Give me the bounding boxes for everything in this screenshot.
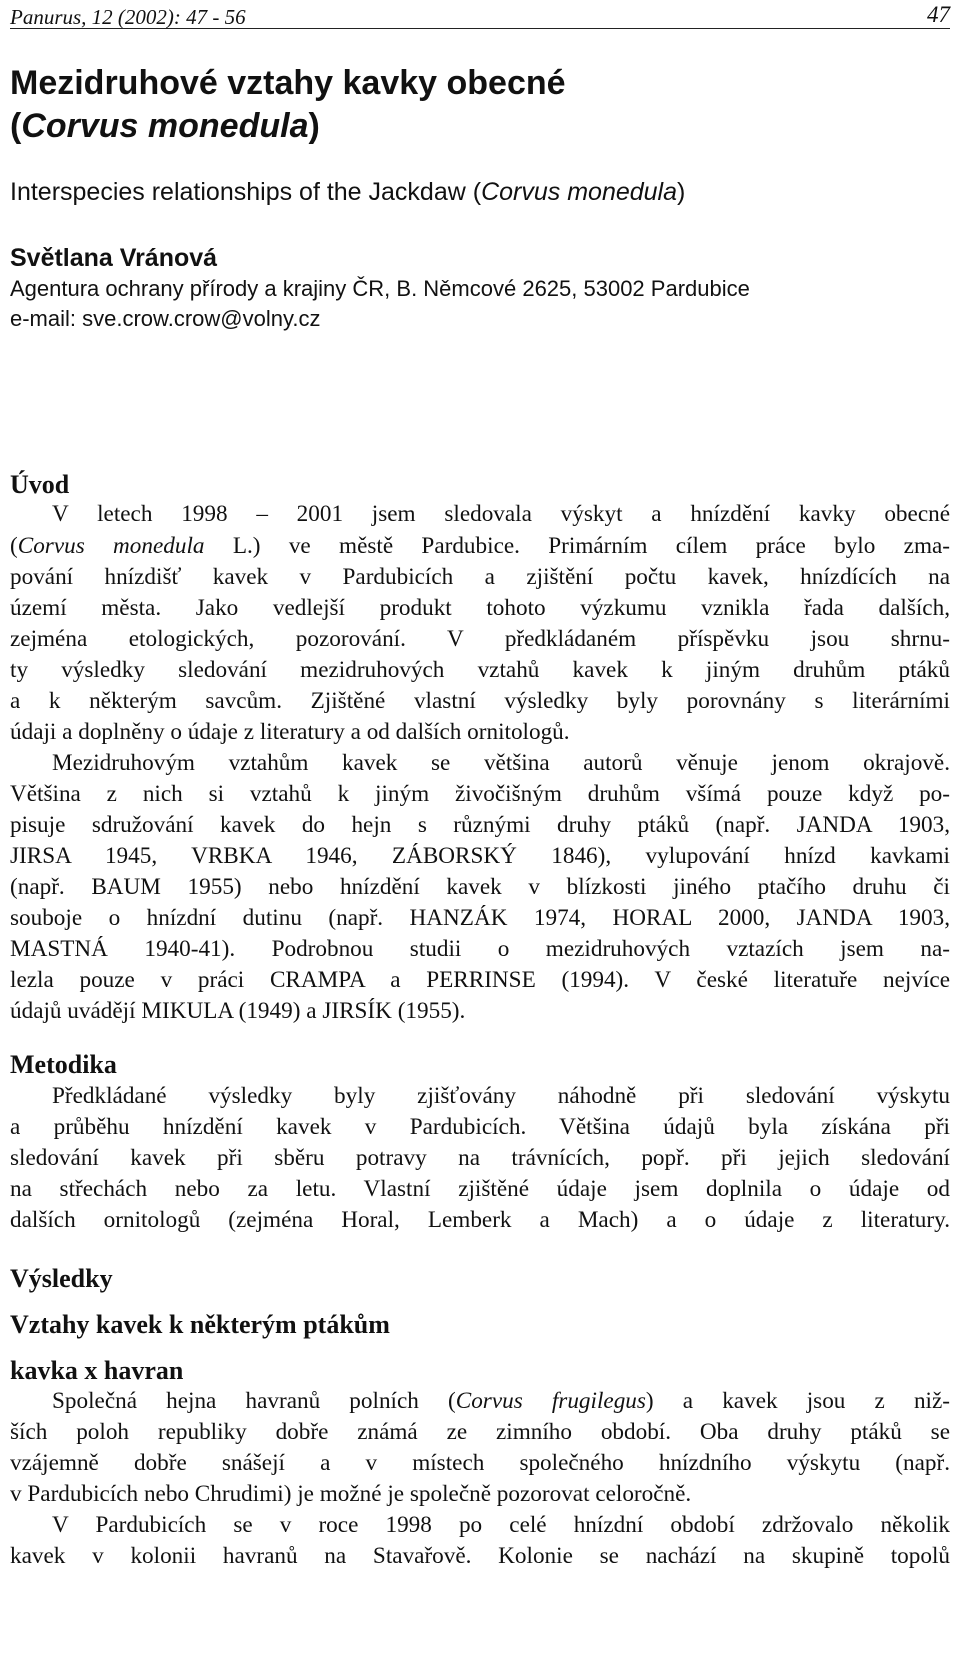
author-name: Světlana Vránová <box>10 244 218 272</box>
page-number: 47 <box>927 2 950 27</box>
species-name: Corvus frugilegus <box>455 1388 646 1414</box>
subsubsection-heading: kavka x havran <box>10 1356 184 1385</box>
text-line: lezla pouze v práci CRAMPA a PERRINSE (1994). V české literatuře nejvíce <box>10 967 950 993</box>
text-line: vzájemně dobře snášejí a v místech společného hnízdního výskytu (např. <box>10 1450 950 1476</box>
text-line: sledování kavek při sběru potravy na trávnících, popř. při jejich sledování <box>10 1145 950 1171</box>
article-title <box>10 62 950 148</box>
text-line: Předkládané výsledky byly zjišťovány náhodně při sledování výskytu <box>52 1083 950 1109</box>
text-line: a k některým savcům. Zjištěné vlastní výsledky byly porovnány s literárními <box>10 688 950 714</box>
text-line: Většina z nich si vztahů k jiným živočišným druhům všímá pouze když po- <box>10 781 950 807</box>
text-line: Společná hejna havranů polních (Corvus frugilegus) a kavek jsou z niž- <box>52 1388 950 1414</box>
author-affiliation: Agentura ochrany přírody a krajiny ČR, B. Němcové 2625, 53002 Pardubice <box>10 276 750 301</box>
text-line: kavek v kolonii havranů na Stavařově. Kolonie se nachází na skupině topolů <box>10 1543 950 1569</box>
text-line: dalších ornitologů (zejména Horal, Lemberk a Mach) a o údaje z literatury. <box>10 1207 950 1233</box>
paper-page <box>10 0 950 1663</box>
journal-citation: Panurus, 12 (2002): 47 - 56 <box>10 5 246 29</box>
author-email: e-mail: sve.crow.crow@volny.cz <box>10 306 321 331</box>
text-line: V Pardubicích se v roce 1998 po celé hnízdní období zdržovalo několik <box>52 1512 950 1538</box>
text-line: Mezidruhovým vztahům kavek se většina autorů věnuje jenom okrajově. <box>52 750 950 776</box>
text-line: na střechách nebo za letu. Vlastní zjištěné údaje jsem doplnila o údaje od <box>10 1176 950 1202</box>
article-subtitle: Interspecies relationships of the Jackdaw (Corvus monedula) <box>10 178 686 206</box>
section-heading-metodika: Metodika <box>10 1050 117 1079</box>
running-head <box>10 2 950 29</box>
title-line-1: Mezidruhové vztahy kavky obecné <box>10 64 566 102</box>
text-line: pisuje sdružování kavek do hejn s různými druhy ptáků (např. JANDA 1903, <box>10 812 950 838</box>
subsection-heading: Vztahy kavek k některým ptákům <box>10 1310 390 1339</box>
text-line: a průběhu hnízdění kavek v Pardubicích. Většina údajů byla získána při <box>10 1114 950 1140</box>
text-line: území města. Jako vedlejší produkt tohoto výzkumu vznikla řada dalších, <box>10 595 950 621</box>
text-line: JIRSA 1945, VRBKA 1946, ZÁBORSKÝ 1846), vylupování hnízd kavkami <box>10 843 950 869</box>
text-line: zejména etologických, pozorování. V předkládaném příspěvku jsou shrnu- <box>10 626 950 652</box>
text-line: údajů uvádějí MIKULA (1949) a JIRSÍK (1955). <box>10 998 466 1024</box>
text-line: údaji a doplněny o údaje z literatury a od dalších ornitologů. <box>10 719 570 745</box>
species-name: Corvus monedula <box>481 178 678 206</box>
text-line: ty výsledky sledování mezidruhových vztahů kavek k jiným druhům ptáků <box>10 657 950 683</box>
text-line: (např. BAUM 1955) nebo hnízdění kavek v blízkosti jiného ptačího druhu či <box>10 874 950 900</box>
section-heading-vysledky: Výsledky <box>10 1264 113 1293</box>
text-line: V letech 1998 – 2001 jsem sledovala výskyt a hnízdění kavky obecné <box>52 501 950 527</box>
text-line: ších poloh republiky dobře známá ze zimního období. Oba druhy ptáků se <box>10 1419 950 1445</box>
text-line: v Pardubicích nebo Chrudimi) je možné je společně pozorovat celoročně. <box>10 1481 692 1507</box>
text-line: souboje o hnízdní dutinu (např. HANZÁK 1974, HORAL 2000, JANDA 1903, <box>10 905 950 931</box>
section-heading-uvod: Úvod <box>10 470 70 499</box>
species-name: Corvus monedula <box>17 533 205 559</box>
text-line: pování hnízdišť kavek v Pardubicích a zjištění počtu kavek, hnízdících na <box>10 564 950 590</box>
text-line: (Corvus monedula L.) ve městě Pardubice. Primárním cílem práce bylo zma- <box>10 533 950 559</box>
species-name: Corvus monedula <box>21 107 309 145</box>
text-line: MASTNÁ 1940-41). Podrobnou studii o mezidruhových vztazích jsem na- <box>10 936 950 962</box>
title-line-2: (Corvus monedula) <box>10 107 320 145</box>
